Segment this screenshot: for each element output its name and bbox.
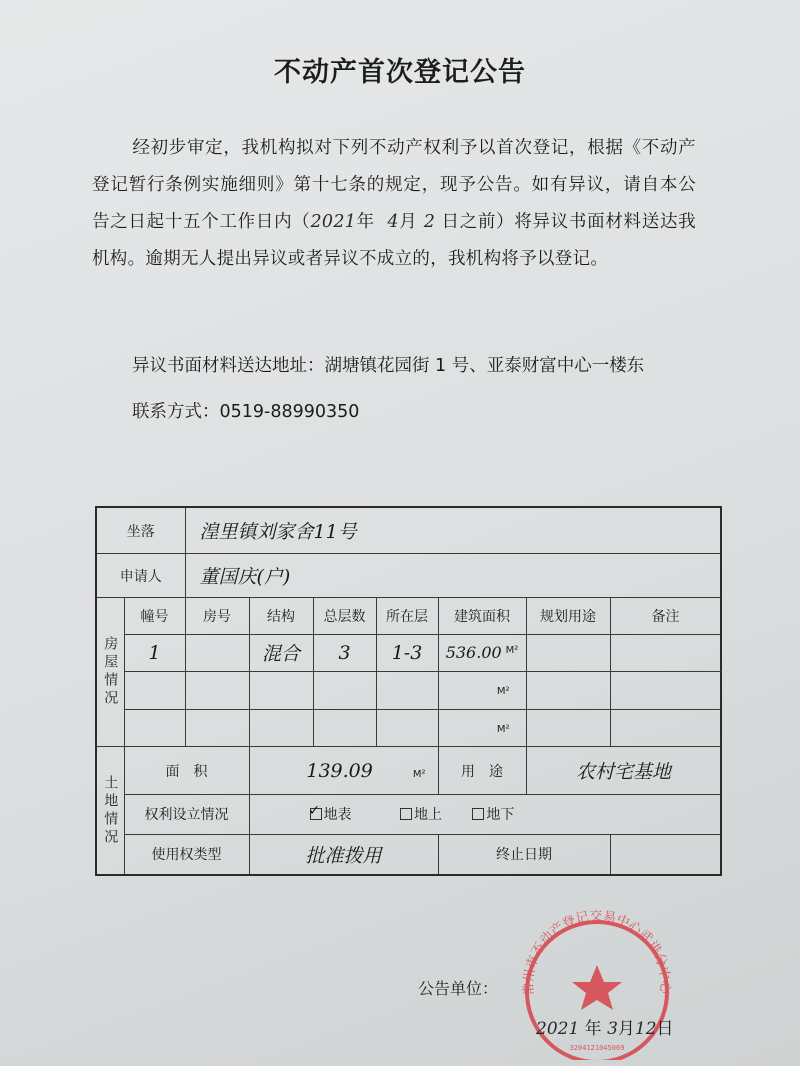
use-cell bbox=[526, 672, 610, 710]
checkbox-above[interactable] bbox=[400, 804, 442, 824]
applicant-value: 董国庆(户) bbox=[185, 554, 721, 598]
rights-label: 权利设立情况 bbox=[124, 795, 249, 835]
seal-text: 常州市不动产登记交易中心武进分中心 bbox=[521, 910, 673, 997]
announce-date bbox=[536, 1014, 674, 1039]
bldg-cell bbox=[124, 672, 185, 710]
contact-info: 联系方式：0519-88990350 bbox=[132, 402, 360, 422]
house-section-label: 房屋情况 bbox=[96, 598, 124, 747]
seal-star-icon bbox=[572, 965, 622, 1010]
header-area: 建筑面积 bbox=[438, 598, 526, 634]
right-type-value: 批准拨用 bbox=[249, 834, 438, 875]
on-floor-cell bbox=[376, 709, 438, 747]
objection-address: 异议书面材料送达地址：湖塘镇花园街 1 号、亚泰财富中心一楼东 bbox=[132, 356, 645, 376]
floors-cell: 3 bbox=[313, 634, 376, 672]
end-date-label: 终止日期 bbox=[438, 834, 610, 875]
right-type-label: 使用权类型 bbox=[124, 834, 249, 875]
note-cell bbox=[610, 709, 721, 747]
area-unit: M² bbox=[496, 686, 510, 698]
header-on-floor: 所在层 bbox=[376, 598, 438, 634]
note-cell bbox=[610, 672, 721, 710]
floors-cell bbox=[313, 672, 376, 710]
bldg-cell bbox=[124, 709, 185, 747]
room-cell bbox=[185, 672, 249, 710]
land-area-value: 139.09 bbox=[306, 759, 373, 782]
checkbox-checked-icon bbox=[310, 808, 322, 820]
land-area-cell bbox=[249, 747, 438, 795]
table-row bbox=[96, 709, 721, 747]
date-day-char: 日 bbox=[656, 1019, 674, 1039]
header-floors: 总层数 bbox=[313, 598, 376, 634]
room-cell bbox=[185, 709, 249, 747]
seal-number: 3204121045069 bbox=[569, 1044, 625, 1052]
property-form bbox=[95, 506, 722, 876]
header-note: 备注 bbox=[610, 598, 721, 634]
date-month: 3 bbox=[607, 1019, 618, 1039]
area-cell bbox=[438, 634, 526, 672]
on-floor-cell bbox=[376, 672, 438, 710]
checkbox-icon bbox=[472, 808, 484, 820]
deadline-month: 4 bbox=[387, 212, 399, 232]
header-room: 房号 bbox=[185, 598, 249, 634]
announcer-label: 公告单位： bbox=[418, 979, 499, 998]
checkbox-above-label: 地上 bbox=[413, 807, 442, 824]
deadline-year: 2021 bbox=[310, 212, 357, 232]
applicant-label: 申请人 bbox=[96, 554, 185, 598]
note-cell bbox=[610, 634, 721, 672]
end-date-value bbox=[610, 834, 721, 875]
checkbox-below[interactable] bbox=[472, 804, 514, 824]
structure-cell bbox=[249, 672, 313, 710]
structure-cell: 混合 bbox=[249, 634, 313, 672]
bldg-cell: 1 bbox=[124, 634, 185, 672]
checkbox-icon bbox=[400, 808, 412, 820]
header-structure: 结构 bbox=[249, 598, 313, 634]
header-use: 规划用途 bbox=[526, 598, 610, 634]
notice-title: 不动产首次登记公告 bbox=[274, 57, 526, 88]
deadline-day: 2 bbox=[423, 212, 436, 232]
land-use-value: 农村宅基地 bbox=[526, 747, 721, 795]
notice-body bbox=[92, 130, 696, 278]
date-day: 12 bbox=[634, 1019, 657, 1039]
floors-cell bbox=[313, 709, 376, 747]
land-use-label: 用 途 bbox=[438, 747, 526, 795]
rights-options bbox=[249, 795, 721, 835]
date-year: 2021 bbox=[536, 1019, 580, 1039]
date-year-char: 年 bbox=[584, 1019, 602, 1039]
area-value: 536.00 bbox=[445, 643, 502, 663]
body-text-a: 经初步审定，我机构拟对下列不动产权利予以首次登记，根据《不动产登记暂行条例实施细则》第十七条的规定，现予公告。如有异议，请自本公告之日起十五个工作日内（ bbox=[92, 138, 696, 232]
area-cell bbox=[438, 709, 526, 747]
location-label: 坐落 bbox=[96, 507, 185, 554]
deadline-month-char: 月 bbox=[398, 212, 418, 232]
room-cell bbox=[185, 634, 249, 672]
date-month-char: 月 bbox=[617, 1019, 635, 1039]
deadline-year-char: 年 bbox=[356, 212, 375, 232]
use-cell bbox=[526, 634, 610, 672]
checkbox-surface-label: 地表 bbox=[323, 807, 352, 824]
use-cell bbox=[526, 709, 610, 747]
land-section-label: 土地情况 bbox=[96, 747, 124, 875]
structure-cell bbox=[249, 709, 313, 747]
table-row bbox=[96, 634, 721, 672]
location-value: 湟里镇刘家舍11号 bbox=[185, 507, 721, 554]
area-unit: M² bbox=[496, 723, 510, 735]
checkbox-surface[interactable] bbox=[310, 804, 352, 824]
land-area-label: 面 积 bbox=[124, 747, 249, 795]
land-area-unit: M² bbox=[412, 768, 426, 780]
area-unit: M² bbox=[505, 644, 519, 656]
checkbox-below-label: 地下 bbox=[486, 807, 515, 824]
on-floor-cell: 1-3 bbox=[376, 634, 438, 672]
header-bldg: 幢号 bbox=[124, 598, 185, 634]
area-cell bbox=[438, 672, 526, 710]
body-text-b: 日之前）将异议书面材料送达我机构。逾期无人提出异议或者异议不成立的，我机构将予以登记。 bbox=[92, 212, 696, 269]
table-row bbox=[96, 672, 721, 710]
